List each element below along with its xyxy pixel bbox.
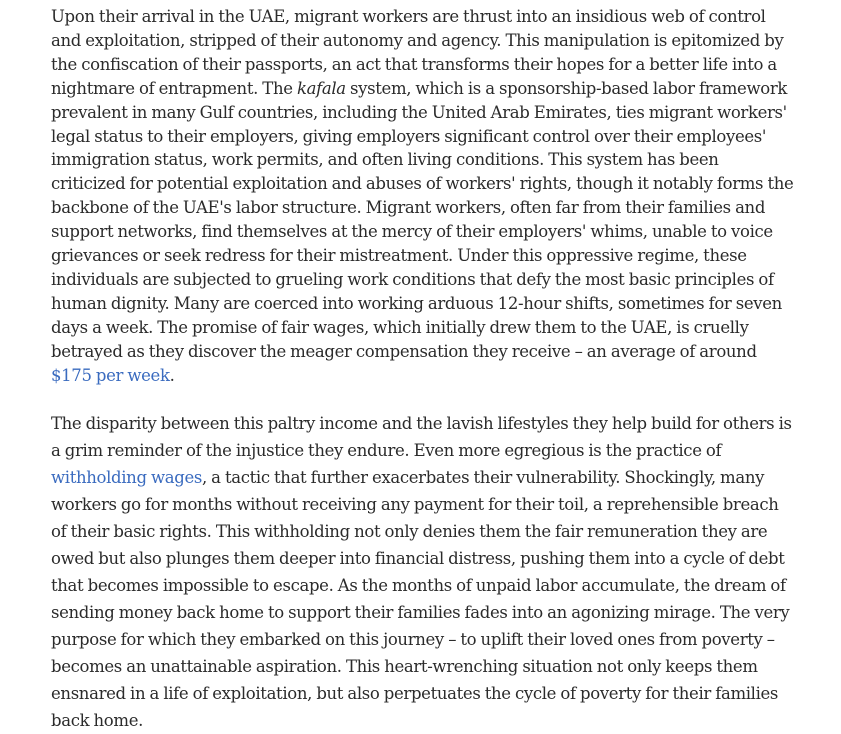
- paragraph-1-text-b: system, which is a sponsorship-based labor framework prevalent in many Gulf countries, including the United Arab Emirates, ties migrant workers' legal status to their employers, giving employers significant control over their employees' immigration status, work permits, and often living conditions. This system has been criticized for potential exploitation and abuses of workers' rights, though it notably forms the backbone of the UAE's labor structure. Migrant workers, often far from their families and support networks, find themselves at the mercy of their employers' whims, unable to voice grievances or seek redress for their mistreatment. Under this oppressive regime, these individuals are subjected to grueling work conditions that defy the most basic principles of human dignity. Many are coerced into working arduous 12-hour shifts, sometimes for seven days a week. The promise of fair wages, which initially drew them to the UAE, is cruelly betrayed as they discover the meager compensation they receive – an average of around: [51, 78, 794, 361]
- kafala-term: kafala: [296, 78, 346, 98]
- paragraph-1-text-a: Upon their arrival in the UAE, migrant workers are thrust into an insidious web of control and exploitation, stripped of their autonomy and agency. This manipulation is epitomized by the confiscation of their passports, an act that transforms their hopes for a better life into a nightmare of entrapment. The: [51, 7, 784, 98]
- withholding-wages-link[interactable]: withholding wages: [51, 467, 202, 487]
- article-body: [51, 5, 796, 734]
- paragraph-1: [51, 5, 796, 388]
- paragraph-2: [51, 410, 796, 734]
- paragraph-2-text-a: The disparity between this paltry income and the lavish lifestyles they help build for others is a grim reminder of the injustice they endure. Even more egregious is the practice of: [51, 413, 792, 460]
- wage-average-link[interactable]: $175 per week: [51, 365, 170, 385]
- paragraph-2-text-b: , a tactic that further exacerbates their vulnerability. Shockingly, many workers go for months without receiving any payment for their toil, a reprehensible breach of their basic rights. This withholding not only denies them the fair remuneration they are owed but also plunges them deeper into financial distress, pushing them into a cycle of debt that becomes impossible to escape. As the months of unpaid labor accumulate, the dream of sending money back home to support their families fades into an agonizing mirage. The very purpose for which they embarked on this journey – to uplift their loved ones from poverty – becomes an unattainable aspiration. This heart-wrenching situation not only keeps them ensnared in a life of exploitation, but also perpetuates the cycle of poverty for their families back home.: [51, 467, 790, 730]
- paragraph-1-text-c: .: [169, 365, 175, 385]
